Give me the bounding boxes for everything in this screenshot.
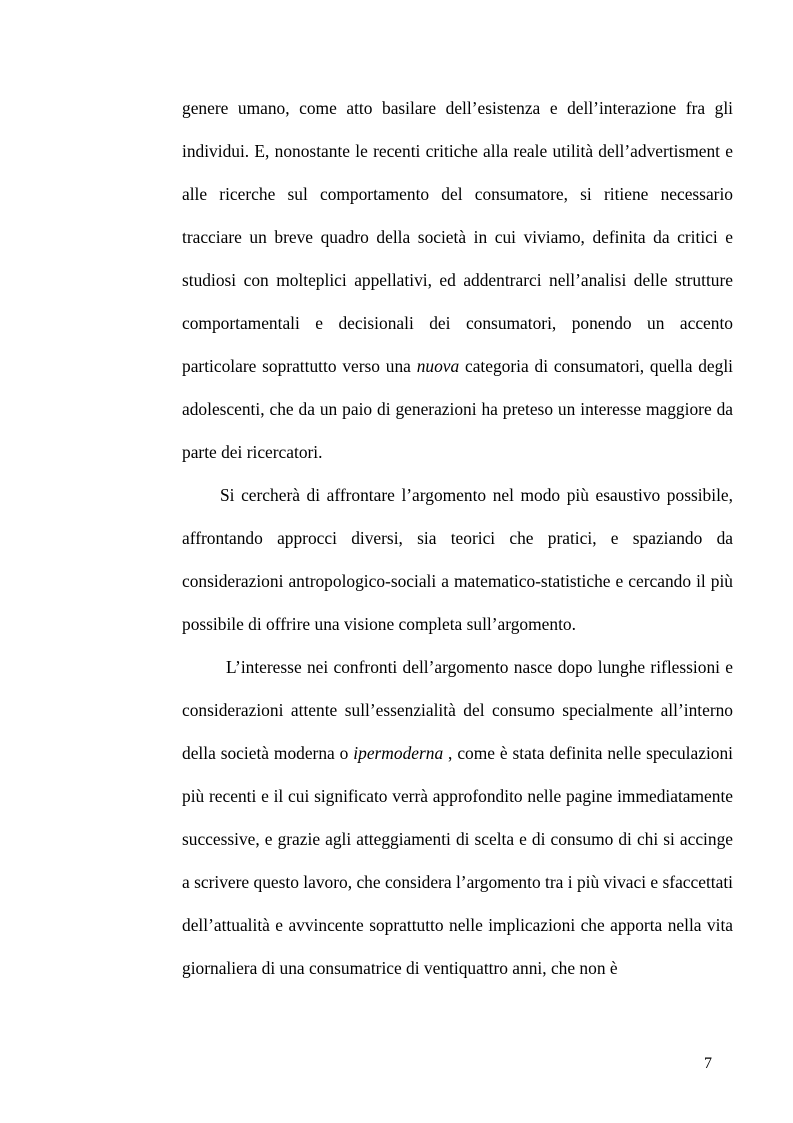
paragraph-3 — [182, 646, 733, 990]
paragraph-2 — [182, 474, 733, 646]
paragraph-1-italic-term: nuova — [416, 356, 460, 376]
paragraph-1-text-a: genere umano, come atto basilare dell’esistenza e dell’interazione fra gli individui. E, nonostante le recenti critiche alla reale utilità dell’advertisment e alle ricerche sul comportamento del consumatore, si ritiene necessario tracciare un breve quadro della società in cui viviamo, definita da critici e studiosi con molteplici appellativi, ed addentrarci nell’analisi delle strutture comportamentali e decisionali dei consumatori, ponendo un accento particolare soprattutto verso una — [182, 98, 733, 376]
body-text — [182, 87, 733, 990]
paragraph-3-text-b: , come è stata definita nelle speculazioni più recenti e il cui significato verrà approfondito nelle pagine immediatamente successive, e grazie agli atteggiamenti di scelta e di consumo di chi si accinge a scrivere questo lavoro, che considera l’argomento tra i più vivaci e sfaccettati dell’attualità e avvincente soprattutto nelle implicazioni che apporta nella vita giornaliera di una consumatrice di ventiquattro anni, che non è — [182, 743, 733, 978]
paragraph-3-italic-term: ipermoderna — [353, 743, 444, 763]
paragraph-3-text-a: L’interesse nei confronti dell’argomento nasce dopo lunghe riflessioni e considerazioni attente sull’essenzialità del consumo specialmente all’interno della società moderna o — [182, 657, 733, 763]
paragraph-1 — [182, 87, 733, 474]
page-number: 7 — [704, 1055, 712, 1072]
paragraph-2-text: Si cercherà di affrontare l’argomento nel modo più esaustivo possibile, affrontando approcci diversi, sia teorici che pratici, e spaziando da considerazioni antropologico-sociali a matematico-statistiche e cercando il più possibile di offrire una visione completa sull’argomento. — [182, 485, 733, 634]
paragraph-1-text-b: categoria di consumatori, quella degli adolescenti, che da un paio di generazioni ha preteso un interesse maggiore da parte dei ricercatori. — [182, 356, 733, 462]
